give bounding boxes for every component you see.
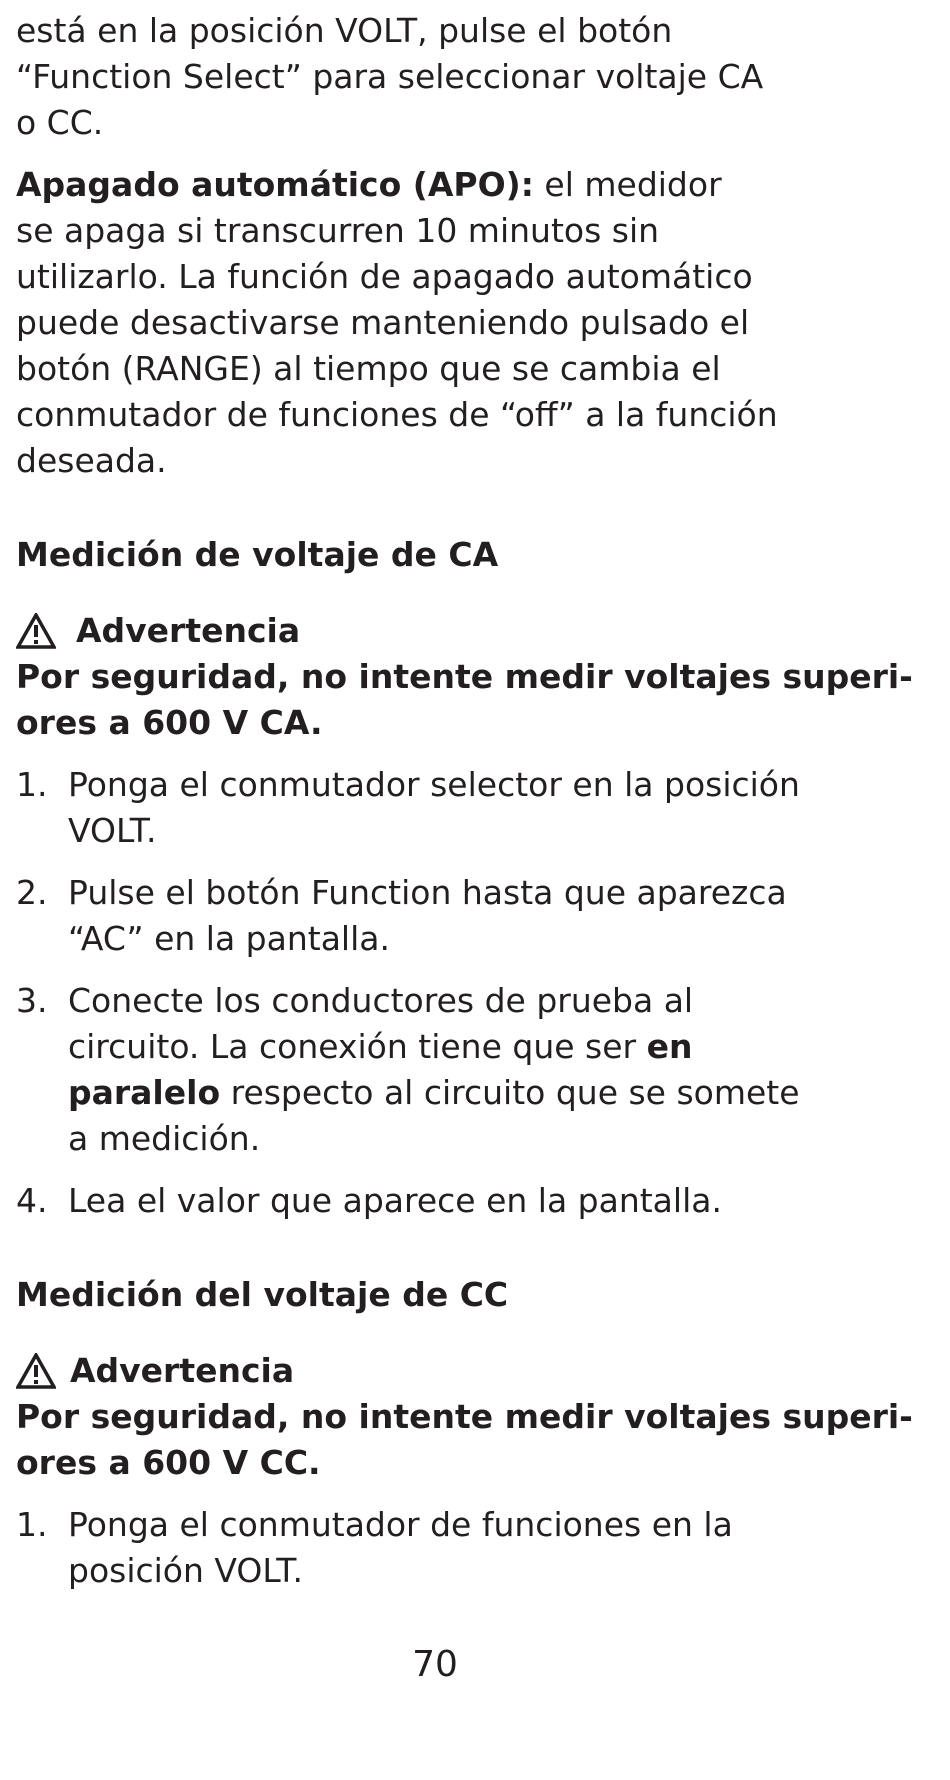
step-line: “AC” en la pantalla. xyxy=(68,919,390,958)
dc-section-heading: Medición del voltaje de CC xyxy=(16,1275,509,1314)
step-number: 3. xyxy=(16,981,48,1020)
step-line: a medición. xyxy=(68,1119,261,1158)
step-line: Lea el valor que aparece en la pantalla. xyxy=(68,1181,722,1220)
step-number: 1. xyxy=(16,765,48,804)
apo-line-1-rest: el medidor xyxy=(533,165,722,204)
intro-line-2: “Function Select” para seleccionar voltaje CA xyxy=(16,57,764,96)
step-emphasis: paralelo xyxy=(68,1073,221,1112)
apo-line-2: se apaga si transcurren 10 minutos sin xyxy=(16,211,660,250)
list-item xyxy=(16,870,916,962)
intro-paragraph xyxy=(16,8,916,146)
intro-line-3: o CC. xyxy=(16,103,104,142)
list-item xyxy=(16,762,916,854)
apo-line-4: puede desactivarse manteniendo pulsado el xyxy=(16,303,750,342)
dc-warning-title-text: Advertencia xyxy=(70,1351,295,1390)
apo-line-3: utilizarlo. La función de apagado automático xyxy=(16,257,753,296)
page-number: 70 xyxy=(412,1644,458,1685)
list-item xyxy=(16,978,916,1162)
step-line: Pulse el botón Function hasta que aparezca xyxy=(68,873,787,912)
list-item xyxy=(16,1502,916,1594)
apo-line-6: conmutador de funciones de “off” a la función xyxy=(16,395,778,434)
ac-steps-list xyxy=(16,762,916,1224)
intro-line-1: está en la posición VOLT, pulse el botón xyxy=(16,11,673,50)
dc-warning-line-2: ores a 600 V CC. xyxy=(16,1443,321,1482)
ac-warning-title-text: Advertencia xyxy=(76,611,301,650)
apo-paragraph xyxy=(16,162,916,484)
apo-line-7: deseada. xyxy=(16,441,167,480)
step-line: circuito. La conexión tiene que ser xyxy=(68,1027,647,1066)
step-number: 2. xyxy=(16,873,48,912)
ac-section-heading: Medición de voltaje de CA xyxy=(16,535,499,574)
manual-page xyxy=(16,8,916,1610)
step-line: VOLT. xyxy=(68,811,157,850)
warning-triangle-icon xyxy=(16,1353,56,1389)
apo-label: Apagado automático (APO): xyxy=(16,165,534,204)
step-line: posición VOLT. xyxy=(68,1551,303,1590)
step-line: Ponga el conmutador selector en la posición xyxy=(68,765,800,804)
apo-line-5: botón (RANGE) al tiempo que se cambia el xyxy=(16,349,721,388)
ac-warning-title xyxy=(16,608,916,654)
step-line: Ponga el conmutador de funciones en la xyxy=(68,1505,733,1544)
ac-warning-line-1: Por seguridad, no intente medir voltajes superi- xyxy=(16,657,913,696)
ac-warning-line-2: ores a 600 V CA. xyxy=(16,703,323,742)
dc-steps-list xyxy=(16,1502,916,1594)
dc-warning-line-1: Por seguridad, no intente medir voltajes superi- xyxy=(16,1397,913,1436)
step-number: 1. xyxy=(16,1505,48,1544)
ac-warning-body xyxy=(16,654,916,746)
step-number: 4. xyxy=(16,1181,48,1220)
list-item xyxy=(16,1178,916,1224)
dc-warning-title xyxy=(16,1348,916,1394)
step-emphasis: en xyxy=(646,1027,693,1066)
step-line: respecto al circuito que se somete xyxy=(220,1073,800,1112)
step-line: Conecte los conductores de prueba al xyxy=(68,981,694,1020)
dc-warning-body xyxy=(16,1394,916,1486)
warning-triangle-icon xyxy=(16,613,56,649)
